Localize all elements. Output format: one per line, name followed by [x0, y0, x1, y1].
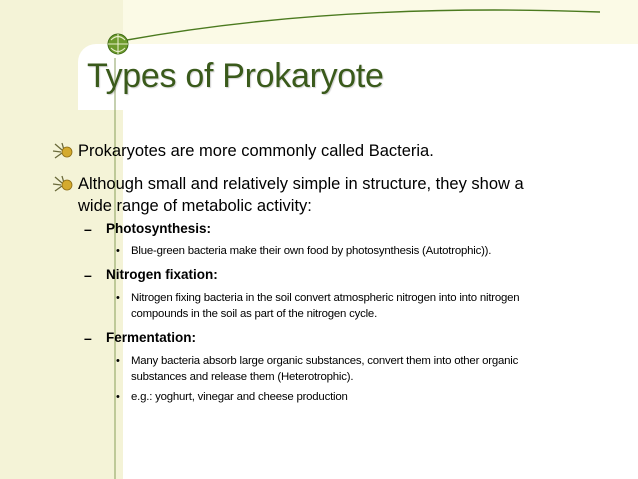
sparkle-bullet-icon — [52, 175, 74, 193]
dash-marker: – — [84, 330, 92, 346]
section-item: Nitrogen fixing bacteria in the soil convert atmospheric nitrogen into into nitrogen compounds in the soil as part of the nitrogen cycle. — [131, 292, 520, 320]
section-heading: Nitrogen fixation: — [106, 267, 218, 282]
section-heading: Photosynthesis: — [106, 221, 212, 236]
section-item: Many bacteria absorb large organic substances, convert them into other organic substances and release them (Heterotrophic). — [131, 355, 519, 383]
dot-marker: • — [116, 292, 120, 304]
slide-title: Types of Prokaryote — [87, 57, 384, 95]
sparkle-bullet-icon — [52, 142, 74, 160]
dot-marker: • — [116, 245, 120, 257]
section-item: e.g.: yoghurt, vinegar and cheese production — [131, 391, 348, 403]
section-heading: Fermentation: — [106, 330, 197, 345]
section-item: Blue-green bacteria make their own food by photosynthesis (Autotrophic)). — [131, 245, 492, 257]
bullet-text: Prokaryotes are more commonly called Bacteria. — [78, 142, 434, 160]
dot-marker: • — [116, 391, 120, 403]
bullet-text: Although small and relatively simple in structure, they show a wide range of metabolic activity: — [78, 175, 524, 215]
dash-marker: – — [84, 267, 92, 283]
dot-marker: • — [116, 355, 120, 367]
dash-marker: – — [84, 221, 92, 237]
